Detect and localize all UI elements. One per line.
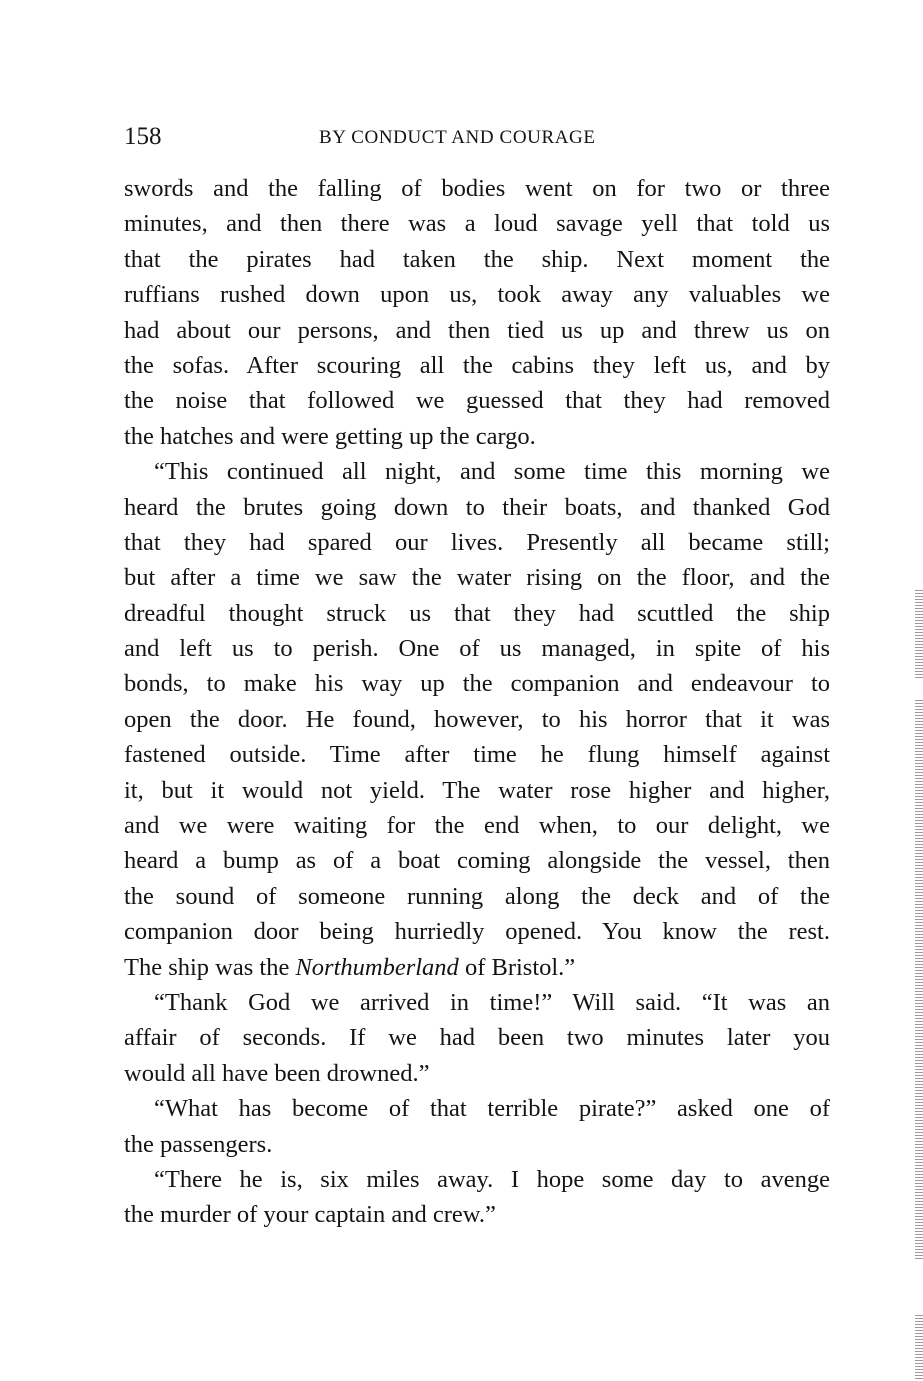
scan-edge-mark (915, 1315, 923, 1381)
text-line: the noise that followed we guessed that they had removed (124, 387, 830, 415)
text-line: swords and the falling of bodies went on for two or three (124, 175, 830, 202)
text-line: it, but it would not yield. The water rose higher and higher, (124, 776, 830, 804)
text-line: “What has become of that terrible pirate?” asked one of (154, 1095, 830, 1123)
text-line: open the door. He found, however, to his horror that it was (124, 705, 830, 733)
running-title: BY CONDUCT AND COURAGE (319, 127, 596, 148)
text-line: but after a time we saw the water rising on the floor, and the (124, 564, 830, 592)
text-line: the passengers. (124, 1130, 273, 1158)
scan-edge-mark (915, 590, 923, 680)
text-line: that the pirates had taken the ship. Next moment the (124, 245, 830, 273)
text-line: dreadful thought struck us that they had scuttled the ship (124, 599, 830, 627)
text-line: the murder of your captain and crew.” (124, 1201, 496, 1229)
body-text (124, 171, 830, 1233)
text-line: would all have been drowned.” (124, 1059, 430, 1087)
text-line: and we were waiting for the end when, to our delight, we (124, 812, 830, 840)
text-line: the hatches and were getting up the cargo. (124, 422, 536, 450)
page-number: 158 (124, 123, 162, 150)
text-line: heard a bump as of a boat coming alongside the vessel, then (124, 847, 830, 875)
text-line: ruffians rushed down upon us, took away any valuables we (124, 281, 830, 309)
text-line: “There he is, six miles away. I hope some day to avenge (154, 1165, 830, 1193)
text-line: that they had spared our lives. Presently all became still; (124, 528, 830, 556)
text-line: “This continued all night, and some time this morning we (154, 458, 830, 486)
scan-edge-mark (915, 700, 923, 1260)
text-line: minutes, and then there was a loud savage yell that told us (124, 210, 830, 238)
text-line: fastened outside. Time after time he flung himself against (124, 741, 830, 769)
text-line: the sofas. After scouring all the cabins they left us, and by (124, 351, 830, 379)
text-line: the sound of someone running along the deck and of the (124, 882, 830, 910)
text-line: “Thank God we arrived in time!” Will said. “It was an (154, 988, 830, 1016)
text-line: affair of seconds. If we had been two minutes later you (124, 1024, 830, 1052)
text-line: heard the brutes going down to their boats, and thanked God (124, 493, 830, 521)
page-header (124, 120, 829, 154)
text-line: bonds, to make his way up the companion and endeavour to (124, 670, 830, 698)
ship-name: Northumberland (295, 953, 459, 981)
text-fragment: The ship was the (124, 953, 290, 981)
text-line: companion door being hurriedly opened. You know the rest. (124, 918, 830, 946)
text-line: had about our persons, and then tied us up and threw us on (124, 316, 830, 344)
text-line (124, 950, 830, 985)
text-fragment: of Bristol.” (464, 953, 576, 981)
text-line: and left us to perish. One of us managed, in spite of his (124, 635, 830, 663)
